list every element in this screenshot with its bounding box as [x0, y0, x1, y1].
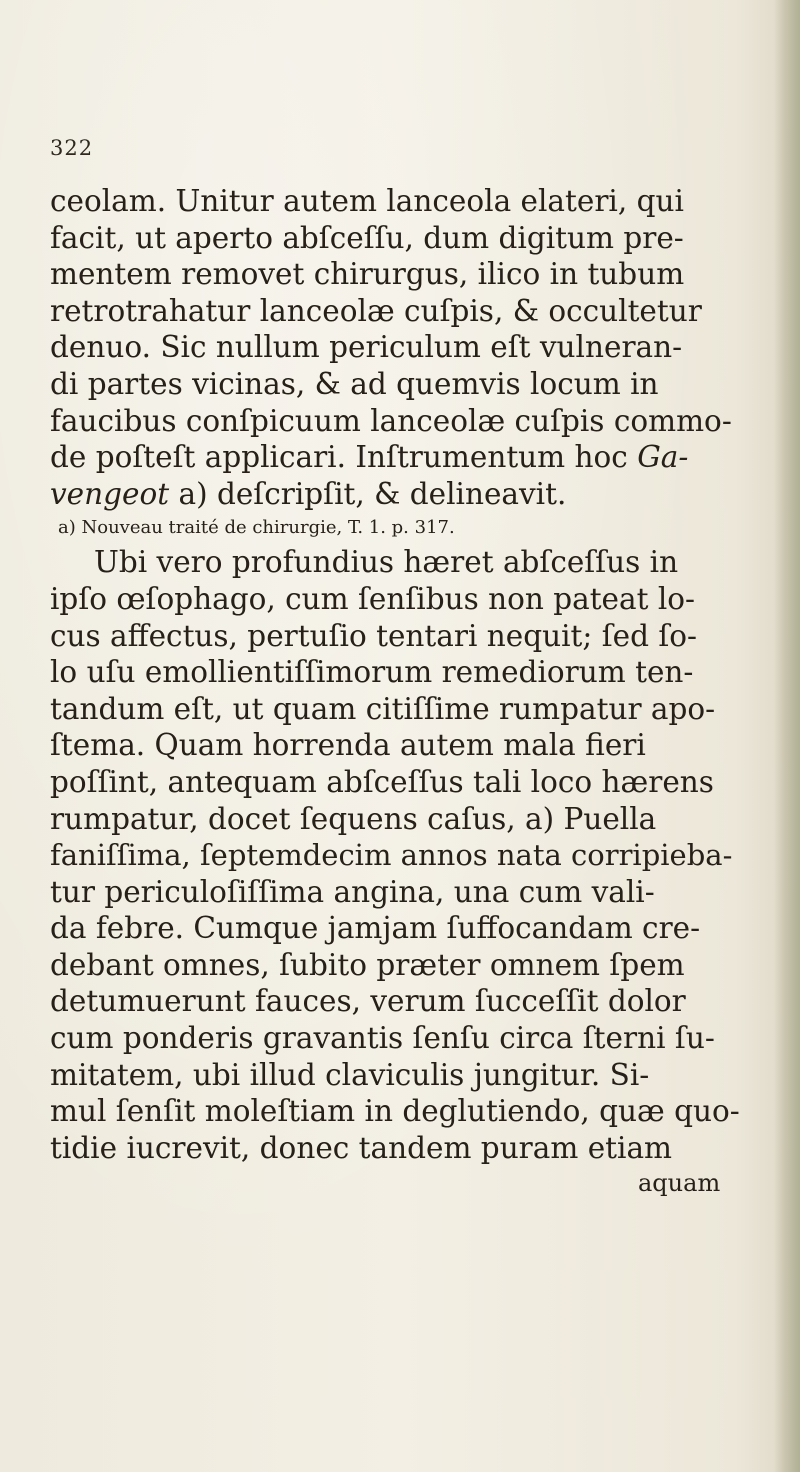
text-line: faucibus conſpicuum lanceolæ cuſpis commo-	[50, 403, 732, 438]
catchword: aquam	[638, 1169, 721, 1198]
text-line: denuo. Sic nullum periculum eſt vulneran-	[50, 330, 683, 365]
italic-word: Ga-	[637, 440, 689, 475]
text-line: rumpatur, docet ſequens caſus, a) Puella	[50, 801, 657, 836]
text-line	[50, 439, 740, 476]
text-line: ceolam. Unitur autem lanceola elateri, qui	[50, 184, 684, 218]
text-line: ſtema. Quam horrenda autem mala fieri	[50, 728, 646, 763]
text-line-part: a) deſcripſit, & delineavit.	[178, 476, 567, 511]
page-number: 322	[50, 136, 94, 160]
text-line: lo uſu emollientiſſimorum remediorum ten-	[50, 655, 694, 690]
body-text	[50, 183, 740, 1200]
text-line: debant omnes, ſubito præter omnem ſpem	[50, 947, 685, 982]
text-line: mentem removet chirurgus, ilico in tubum	[50, 257, 685, 292]
text-line	[50, 476, 740, 513]
text-line: cus affectus, pertuſio tentari nequit; ſed ſo-	[50, 618, 697, 653]
page-edge-shadow	[774, 0, 800, 1472]
text-line: tandum eſt, ut quam citiſſime rumpatur apo-	[50, 691, 716, 726]
text-line: retrotrahatur lanceolæ cuſpis, & occultetur	[50, 293, 702, 328]
text-line: faniſſima, ſeptemdecim annos nata corripieba-	[50, 838, 733, 873]
text-line-part: de poſteſt applicari. Inſtrumentum hoc	[50, 440, 628, 475]
italic-word: vengeot	[50, 476, 170, 511]
text-line: detumuerunt fauces, verum ſucceſſit dolor	[50, 984, 686, 1019]
text-line: mul ſenſit moleſtiam in deglutiendo, quæ quo-	[50, 1094, 740, 1129]
text-line: da febre. Cumque jamjam ſuffocandam cre-	[50, 911, 701, 946]
text-line: di partes vicinas, & ad quemvis locum in	[50, 366, 659, 401]
text-line: tidie iucrevit, donec tandem puram etiam	[50, 1130, 673, 1165]
text-line: mitatem, ubi illud claviculis jungitur. Si-	[50, 1057, 650, 1092]
text-line: poſſint, antequam abſceſſus tali loco hærens	[50, 764, 714, 799]
paragraph-start-line: Ubi vero profundius hæret abſceſſus in	[94, 545, 679, 580]
text-line: tur periculoſiſſima angina, una cum vali-	[50, 874, 655, 909]
text-line: facit, ut aperto abſceſſu, dum digitum pre-	[50, 220, 684, 255]
footnote: a) Nouveau traité de chirurgie, T. 1. p. 317.	[58, 517, 455, 539]
text-line: ipſo œſophago, cum ſenſibus non pateat lo-	[50, 581, 695, 616]
text-line: cum ponderis gravantis ſenſu circa ſterni ſu-	[50, 1021, 715, 1056]
